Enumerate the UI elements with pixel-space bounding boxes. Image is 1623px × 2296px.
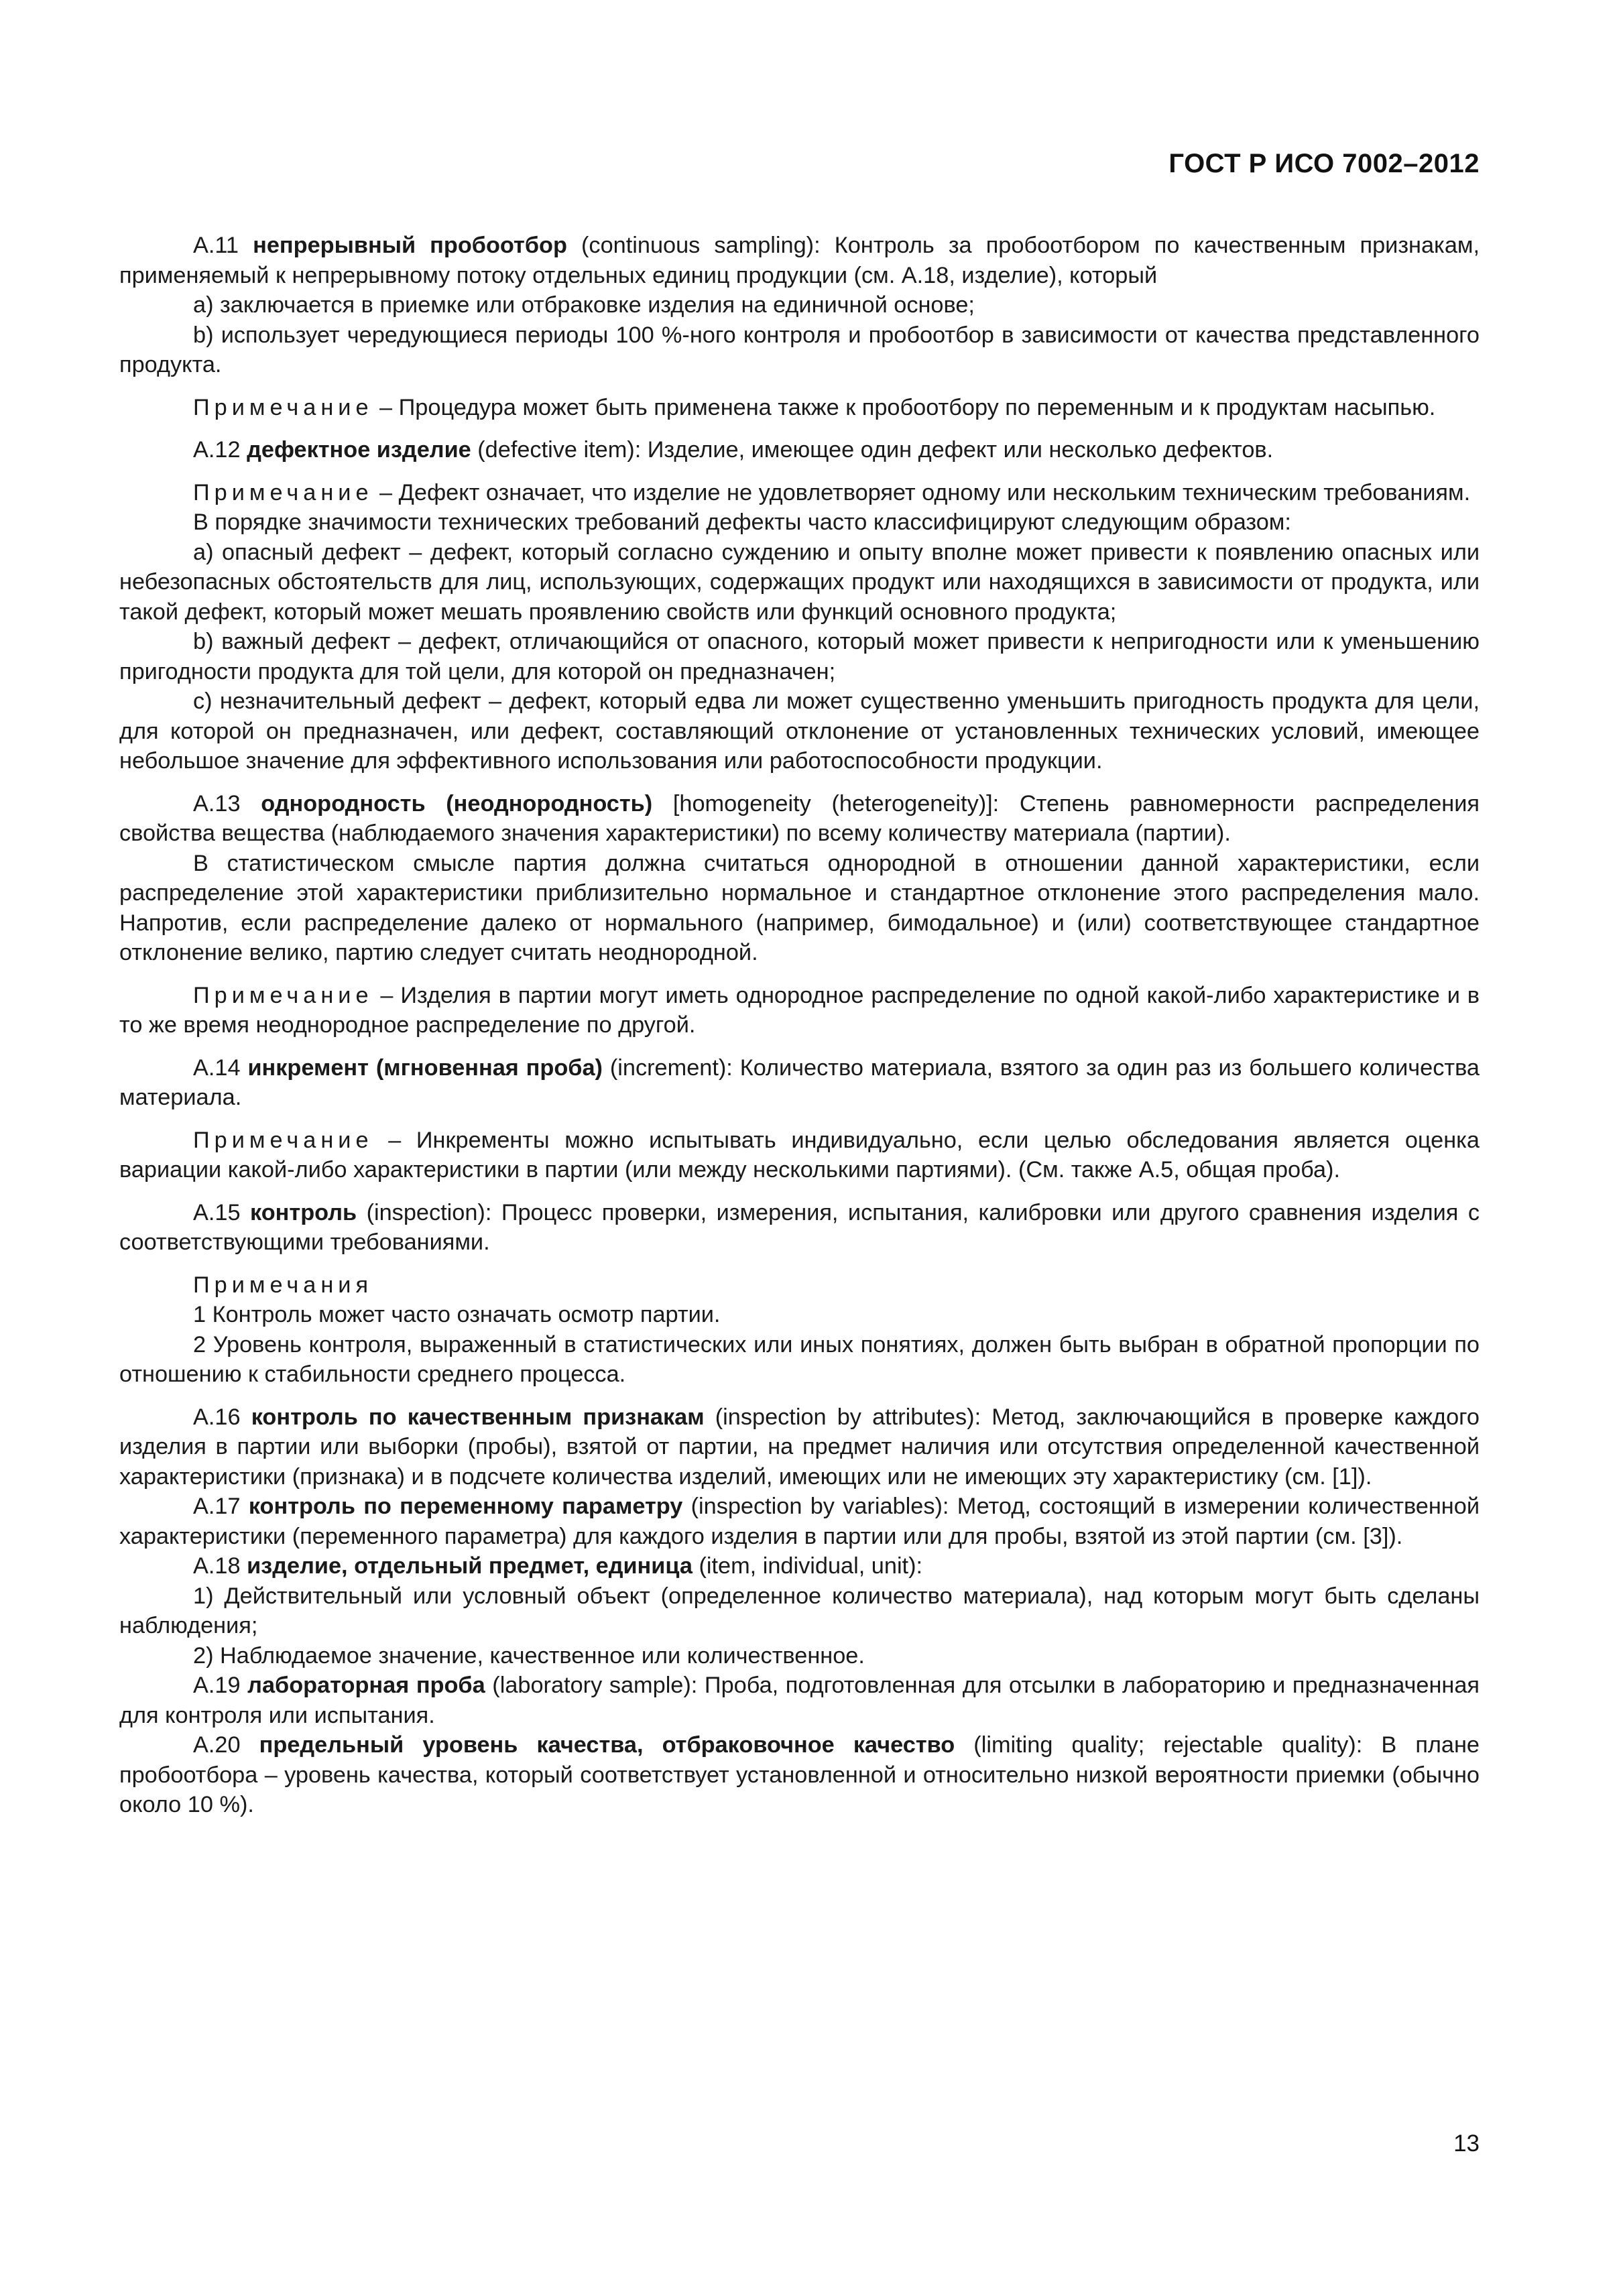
term-a15: А.15 контроль (inspection): Процесс проверки, измерения, испытания, калибровки или другого сравнения изделия с соответствующими требованиями. xyxy=(119,1199,1480,1255)
notes-heading: Примечания xyxy=(193,1272,373,1298)
standard-header: ГОСТ Р ИСО 7002–2012 xyxy=(1168,149,1480,178)
paragraph: В порядке значимости технических требований дефекты часто классифицируют следующим образом: xyxy=(193,509,1291,535)
term-a14: А.14 инкремент (мгновенная проба) (increment): Количество материала, взятого за один раз из большего количества материала. xyxy=(119,1054,1480,1110)
note: 1 Контроль может часто означать осмотр партии. xyxy=(193,1302,721,1327)
term-a20: А.20 предельный уровень качества, отбраковочное качество (limiting quality; rejectable quality): В плане пробоотбора – уровень качества, который соответствует установленной и относительно низкой вероятности приемки (обычно около 10 %). xyxy=(119,1732,1480,1817)
term-title: однородность (неоднородность) xyxy=(261,790,653,817)
list-item: b) использует чередующиеся периоды 100 %-ного контроля и пробоотбор в зависимости от качества представленного продукта. xyxy=(119,322,1480,377)
term-title: лабораторная проба xyxy=(247,1673,485,1698)
term-title: контроль по качественным признакам xyxy=(251,1404,705,1430)
term-title: контроль по переменному параметру xyxy=(248,1494,683,1519)
term-a16: А.16 контроль по качественным признакам (inspection by attributes): Метод, заключающийся в проверке каждого изделия в партии или выборки (пробы), взятой от партии, на предмет наличия или отсутствия определенной качественной характеристики (признака) и в подсчете количества изделий, имеющих или не имеющих эту характеристику (см. [1]). xyxy=(119,1404,1480,1490)
list-item: а) заключается в приемке или отбраковке изделия на единичной основе; xyxy=(193,292,975,318)
term-a17: А.17 контроль по переменному параметру (inspection by variables): Метод, состоящий в измерении количественной характеристики (переменного параметра) для каждого изделия в партии или для пробы, взятой из этой партии (см. [3]). xyxy=(119,1494,1480,1549)
term-a13: А.13 однородность (неоднородность) [homogeneity (heterogeneity)]: Степень равномерности распределения свойства вещества (наблюдаемого значения характеристики) по всему количеству материала (партии). xyxy=(119,790,1480,846)
document-body xyxy=(119,231,1480,1820)
list-item: b) важный дефект – дефект, отличающийся от опасного, который может привести к непригодности или к уменьшению пригодности продукта для той цели, для которой он предназначен; xyxy=(119,629,1480,684)
note: Примечание – Инкременты можно испытывать индивидуально, если целью обследования является оценка вариации какой-либо характеристики в партии (или между несколькими партиями). (См. также А.5, общая проба). xyxy=(119,1127,1480,1183)
list-item: 1) Действительный или условный объект (определенное количество материала), над которым могут быть сделаны наблюдения; xyxy=(119,1583,1480,1638)
term-title: инкремент (мгновенная проба) xyxy=(247,1054,603,1081)
note: 2 Уровень контроля, выраженный в статистических или иных понятиях, должен быть выбран в обратной пропорции по отношению к стабильности среднего процесса. xyxy=(119,1331,1480,1387)
term-a11: А.11 непрерывный пробоотбор (continuous sampling): Контроль за пробоотбором по качественным признакам, применяемый к непрерывному потоку отдельных единиц продукции (см. А.18, изделие), который xyxy=(119,233,1480,288)
note: Примечание – Процедура может быть применена также к пробоотбору по переменным и к продуктам насыпью. xyxy=(193,394,1436,420)
term-a18: А.18 изделие, отдельный предмет, единица (item, individual, unit): xyxy=(193,1553,923,1579)
term-title: непрерывный пробоотбор xyxy=(253,233,567,258)
list-item: 2) Наблюдаемое значение, качественное или количественное. xyxy=(193,1642,865,1669)
term-a19: А.19 лабораторная проба (laboratory sample): Проба, подготовленная для отсылки в лабораторию и предназначенная для контроля или испытания. xyxy=(119,1673,1480,1728)
term-title: предельный уровень качества, отбраковочное качество xyxy=(259,1732,955,1758)
page-number: 13 xyxy=(1453,2130,1480,2157)
note: Примечание – Изделия в партии могут иметь однородное распределение по одной какой-либо характеристике и в то же время неоднородное распределение по другой. xyxy=(119,982,1480,1038)
list-item: а) опасный дефект – дефект, который согласно суждению и опыту вполне может привести к появлению опасных или небезопасных обстоятельств для лиц, использующих, содержащих продукт или находящихся в зависимости от продукта, или такой дефект, который может мешать проявлению свойств или функций основного продукта; xyxy=(119,539,1480,625)
term-a12: А.12 дефектное изделие (defective item): Изделие, имеющее один дефект или несколько дефектов. xyxy=(193,437,1274,463)
list-item: c) незначительный дефект – дефект, который едва ли может существенно уменьшить пригодность продукта для цели, для которой он предназначен, или дефект, составляющий отклонение от установленных технических условий, имеющее небольшое значение для эффективного использования или работоспособности продукции. xyxy=(119,688,1480,774)
term-title: дефектное изделие xyxy=(247,437,471,463)
term-title: изделие, отдельный предмет, единица xyxy=(247,1553,693,1579)
term-title: контроль xyxy=(250,1199,357,1225)
note: Примечание – Дефект означает, что изделие не удовлетворяет одному или нескольким техническим требованиям. xyxy=(193,479,1471,505)
paragraph: В статистическом смысле партия должна считаться однородной в отношении данной характеристики, если распределение этой характеристики приблизительно нормальное и стандартное отклонение этого распределения мало. Напротив, если распределение далеко от нормального (например, бимодальное) и (или) соответствующее стандартное отклонение велико, партию следует считать неоднородной. xyxy=(119,850,1480,965)
